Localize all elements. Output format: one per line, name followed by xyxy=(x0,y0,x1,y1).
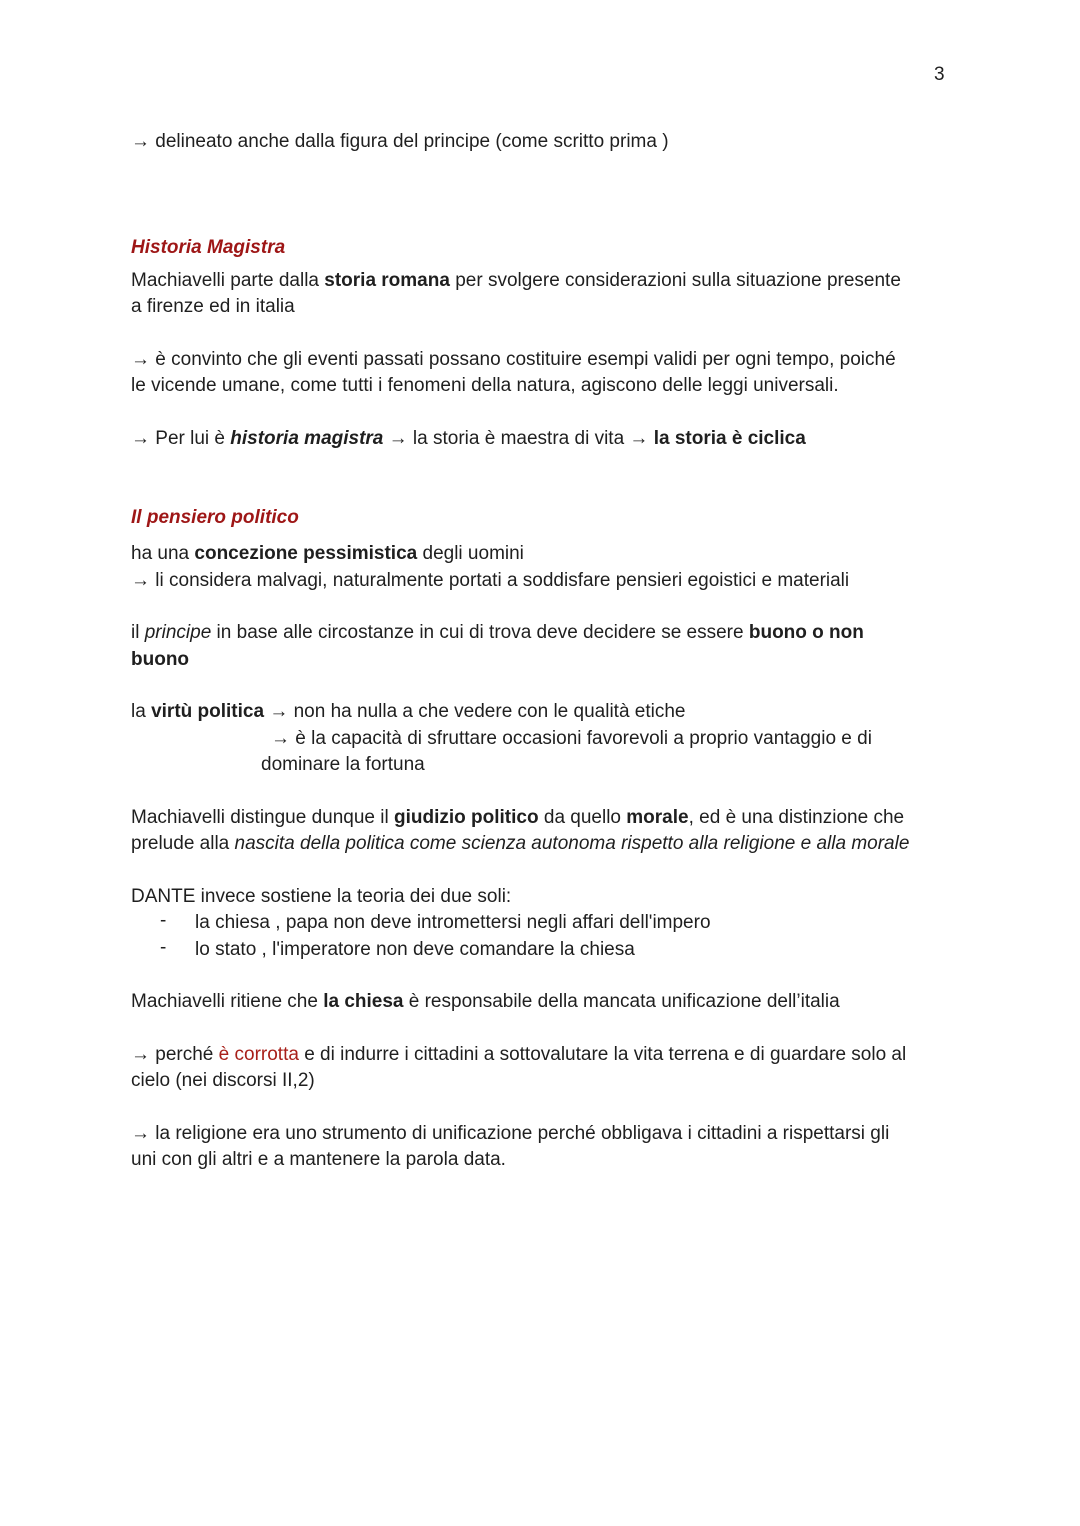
page-number: 3 xyxy=(934,64,945,85)
pensiero-religione-line-2: uni con gli altri e a mantenere la parola data. xyxy=(131,1149,506,1170)
bold-storia-ciclica: la storia è ciclica xyxy=(653,428,806,449)
highlight-corrotta: è corrotta xyxy=(218,1044,299,1065)
section-heading-pensiero: Il pensiero politico xyxy=(131,507,299,528)
pensiero-virtu: la virtù politica → non ha nulla a che vedere con le qualità etiche xyxy=(131,701,686,722)
pensiero-chiesa: Machiavelli ritiene che la chiesa è responsabile della mancata unificazione dell’italia xyxy=(131,991,840,1012)
pensiero-principe: il principe in base alle circostanze in cui di trova deve decidere se essere buono o non xyxy=(131,622,864,643)
section-heading-historia: Historia Magistra xyxy=(131,237,286,258)
pensiero-religione: → la religione era uno strumento di unificazione perché obbligava i cittadini a rispettarsi gli xyxy=(131,1123,890,1144)
pensiero-giudizio: Machiavelli distingue dunque il giudizio politico da quello morale, ed è una distinzione che xyxy=(131,807,905,828)
bullet-marker: - xyxy=(160,910,167,931)
list-item: la chiesa , papa non deve intromettersi negli affari dell'impero xyxy=(195,912,711,933)
pensiero-dante: DANTE invece sostiene la teoria dei due soli: xyxy=(131,886,512,907)
bold-storia-romana: storia romana xyxy=(324,270,450,291)
pensiero-concezione: ha una concezione pessimistica degli uomini xyxy=(131,543,524,564)
historia-paragraph-2-line-2: le vicende umane, come tutti i fenomeni della natura, agiscono delle leggi universali. xyxy=(131,375,839,396)
pensiero-malvagi: → li considera malvagi, naturalmente portati a soddisfare pensieri egoistici e materiali xyxy=(131,570,850,591)
pensiero-giudizio-line-2: prelude alla nascita della politica come scienza autonoma rispetto alla religione e alla morale xyxy=(131,833,910,854)
historia-paragraph-1-line-2: a firenze ed in italia xyxy=(131,296,295,317)
intro-line: → delineato anche dalla figura del principe (come scritto prima ) xyxy=(131,131,669,152)
historia-paragraph-2: → è convinto che gli eventi passati possano costituire esempi validi per ogni tempo, poiché xyxy=(131,349,896,370)
pensiero-corrotta-line-2: cielo (nei discorsi II,2) xyxy=(131,1070,315,1091)
bold-historia-magistra: historia magistra xyxy=(230,428,384,449)
pensiero-virtu-line-2: → è la capacità di sfruttare occasioni favorevoli a proprio vantaggio e di xyxy=(271,728,872,749)
pensiero-principe-line-2: buono xyxy=(131,649,190,670)
pensiero-corrotta: → perché è corrotta e di indurre i cittadini a sottovalutare la vita terrena e di guardare solo al xyxy=(131,1044,907,1065)
historia-paragraph-1: Machiavelli parte dalla storia romana per svolgere considerazioni sulla situazione presente xyxy=(131,270,901,291)
list-item: lo stato , l'imperatore non deve comandare la chiesa xyxy=(195,939,635,960)
bullet-marker: - xyxy=(160,937,167,958)
historia-paragraph-3: → Per lui è historia magistra → la storia è maestra di vita → la storia è ciclica xyxy=(131,428,806,449)
pensiero-virtu-line-3: dominare la fortuna xyxy=(261,754,425,775)
